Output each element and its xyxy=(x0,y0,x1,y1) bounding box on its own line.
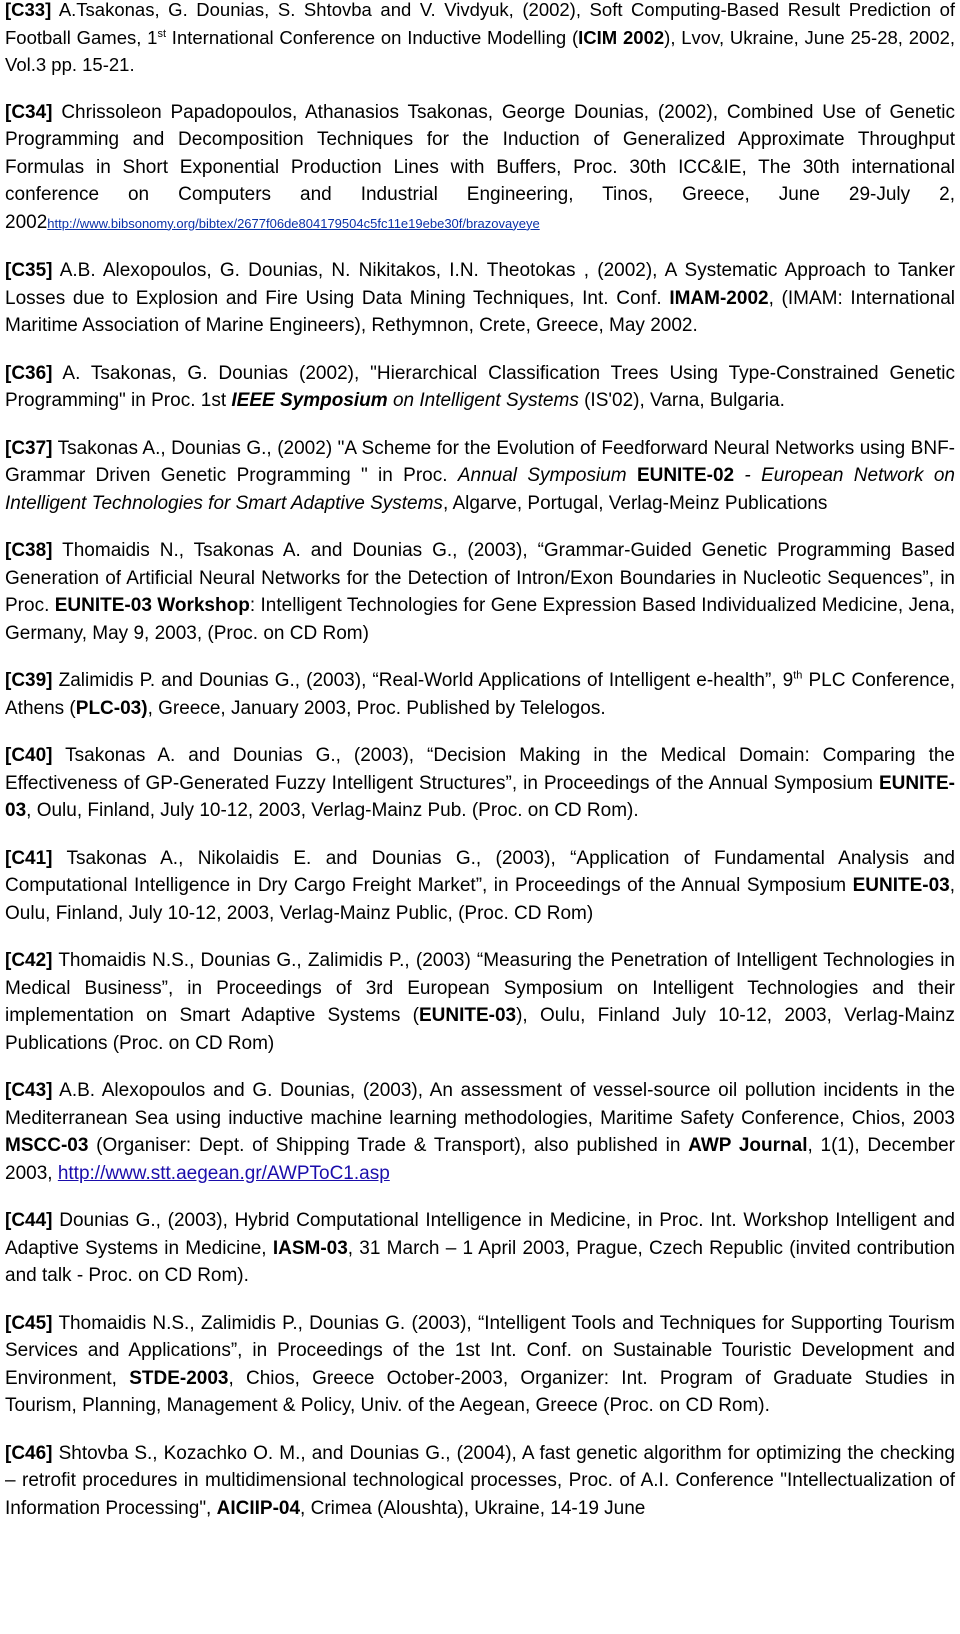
reference-text: : Intelligent Technologies for Gene Expression Based Individualized Medicine, Jena, Germany, May 9, 2003, (Proc. on CD Rom) xyxy=(5,595,955,644)
reference-label: [C41] xyxy=(5,847,53,869)
reference-text: Thomaidis N.S., Dounias G., Zalimidis P., (2003) “Measuring the Penetration of Intelligent Technologies in Medical Business”, in Proceedings of 3rd European Symposium on Intelligent Technologies and their implementation on Smart Adaptive Systems ( xyxy=(5,950,955,1026)
reference-text: Shtovba S., Kozachko O. M., and Dounias G., (2004), A fast genetic algorithm for optimizing the checking – retrofit procedures in multidimensional technological processes, Proc. of A.I. Conference "Intellectualization of Information Processing", xyxy=(5,1442,955,1519)
reference-entry-c46 xyxy=(5,1440,955,1523)
reference-text: , Greece, January 2003, Proc. Published by Telelogos. xyxy=(147,697,606,719)
reference-label: [C33] xyxy=(5,0,52,20)
reference-entry-c44 xyxy=(5,1207,955,1290)
conference-acronym: EUNITE-03 xyxy=(852,875,950,896)
reference-text: ), Oulu, Finland July 10-12, 2003, Verlag-Mainz Publications (Proc. on CD Rom) xyxy=(5,1005,955,1054)
conference-acronym: AICIIP-04 xyxy=(216,1497,301,1519)
reference-text: (Organiser: Dept. of Shipping Trade & Transport), also published in xyxy=(88,1135,689,1156)
reference-entry-c37 xyxy=(5,435,955,518)
reference-entry-c40 xyxy=(5,742,955,825)
reference-entry-c42 xyxy=(5,947,955,1057)
reference-text: , (IMAM: International Maritime Association of Marine Engineers), Rethymnon, Crete, Greece, May 2002. xyxy=(5,287,956,336)
reference-entry-c45 xyxy=(5,1310,955,1420)
reference-label: [C38] xyxy=(5,540,53,561)
conference-acronym: EUNITE-03 xyxy=(418,1005,517,1026)
conference-acronym: IASM-03 xyxy=(272,1237,348,1259)
reference-text: A.Tsakonas, G. Dounias, S. Shtovba and V. Vivdyuk, (2002), Soft Computing-Based Result Prediction of Football Games, 1 xyxy=(5,0,955,48)
reference-text: , 1(1), December 2003, xyxy=(5,1135,955,1184)
reference-label: [C40] xyxy=(5,745,53,766)
reference-label: [C37] xyxy=(5,437,53,459)
reference-entry-c39 xyxy=(5,667,955,722)
conference-acronym: EUNITE-02 xyxy=(626,465,735,486)
reference-entry-c38 xyxy=(5,537,955,647)
reference-text: , Oulu, Finland, July 10-12, 2003, Verlag-Mainz Public, (Proc. CD Rom) xyxy=(5,875,955,924)
reference-text: (IS'02), Varna, Bulgaria. xyxy=(578,390,785,411)
reference-text: International Conference on Inductive Modelling ( xyxy=(166,26,579,48)
reference-entry-c43 xyxy=(5,1077,955,1187)
reference-text: A.B. Alexopoulos, G. Dounias, N. Nikitakos, I.N. Theotokas , (2002), A Systematic Approach to Tanker Losses due to Explosion and Fire Using Data Mining Techniques, Int. Conf. xyxy=(5,260,955,309)
journal-name: AWP Journal xyxy=(688,1135,808,1156)
reference-text: Thomaidis N., Tsakonas A. and Dounias G., (2003), “Grammar-Guided Genetic Programming Based Generation of Artificial Neural Networks for the Detection of Intron/Exon Boundaries in Nucleotic Sequences”, in Proc. xyxy=(5,540,955,616)
reference-text: PLC Conference, Athens ( xyxy=(5,670,956,719)
conference-acronym: EUNITE-03 Workshop xyxy=(54,595,250,616)
reference-text: A.B. Alexopoulos and G. Dounias, (2003), An assessment of vessel-source oil pollution incidents in the Mediterranean Sea using inductive machine learning methodologies, Maritime Safety Conference, Chios, 2003 xyxy=(5,1080,955,1129)
reference-text: , 31 March – 1 April 2003, Prague, Czech Republic (invited contribution and talk - Proc. on CD Rom). xyxy=(5,1237,955,1286)
reference-text: Chrissoleon Papadopoulos, Athanasios Tsakonas, George Dounias, (2002), Combined Use of Genetic Programming and Decomposition Techniques for the Induction of Generalized Approximate Throughput Formulas in Short Exponential Production Lines with Buffers, Proc. 30th ICC&IE, The 30th international conference on Computers and Industrial Engineering, Tinos, Greece, June 29-July 2, 2002 xyxy=(5,101,955,233)
conference-acronym: IMAM-2002 xyxy=(669,287,769,309)
reference-text: Dounias G., (2003), Hybrid Computational Intelligence in Medicine, in Proc. Int. Workshop Intelligent and Adaptive Systems in Medicine, xyxy=(5,1210,955,1259)
reference-entry-c33 xyxy=(5,0,955,79)
reference-entry-c35 xyxy=(5,257,955,340)
bibsonomy-link[interactable]: http://www.bibsonomy.org/bibtex/2677f06de804179504c5fc11e19ebe30f/brazovayeye xyxy=(47,215,540,231)
conference-acronym: EUNITE-03 xyxy=(5,772,955,821)
reference-label: [C36] xyxy=(5,362,53,384)
venue-name: Annual Symposium xyxy=(457,465,627,486)
superscript: st xyxy=(157,27,167,40)
reference-label: [C35] xyxy=(5,260,53,281)
reference-text: ), Lvov, Ukraine, June 25-28, 2002, Vol.3 pp. 15-21. xyxy=(5,26,955,75)
reference-text: Thomaidis N.S., Zalimidis P., Dounias G. (2003), “Intelligent Tools and Techniques for Supporting Tourism Services and Applications”, in Proceedings of the 1st Int. Conf. on Sustainable Touristic Development and Environment, xyxy=(5,1312,955,1389)
reference-text: , Oulu, Finland, July 10-12, 2003, Verlag-Mainz Pub. (Proc. on CD Rom). xyxy=(26,800,639,821)
superscript: th xyxy=(793,669,803,682)
reference-text: Tsakonas A., Dounias G., (2002) "A Scheme for the Evolution of Feedforward Neural Networks using BNF-Grammar Driven Genetic Programming " in Proc. xyxy=(5,437,955,486)
reference-label: [C39] xyxy=(5,670,53,691)
reference-text: , Algarve, Portugal, Verlag-Meinz Publications xyxy=(442,492,828,514)
reference-text: Tsakonas A., Nikolaidis E. and Dounias G., (2003), “Application of Fundamental Analysis and Computational Intelligence in Dry Cargo Freight Market”, in Proceedings of the Annual Symposium xyxy=(5,847,955,896)
reference-entry-c34 xyxy=(5,99,955,238)
reference-entry-c41 xyxy=(5,845,955,928)
reference-label: [C34] xyxy=(5,101,53,123)
reference-label: [C43] xyxy=(5,1080,53,1101)
conference-acronym: ICIM 2002 xyxy=(578,26,665,48)
reference-entry-c36 xyxy=(5,360,955,415)
awp-journal-link[interactable]: http://www.stt.aegean.gr/AWPToC1.asp xyxy=(57,1162,390,1184)
reference-label: [C45] xyxy=(5,1312,53,1334)
reference-text: Tsakonas A. and Dounias G., (2003), “Decision Making in the Medical Domain: Comparing the Effectiveness of GP-Generated Fuzzy Intelligent Structures”, in Proceedings of the Annual Symposium xyxy=(5,745,955,794)
reference-text: , Crimea (Aloushta), Ukraine, 14-19 June xyxy=(300,1497,646,1519)
conference-acronym: PLC-03) xyxy=(75,697,148,719)
reference-label: [C42] xyxy=(5,950,53,971)
venue-emphasis: IEEE Symposium xyxy=(231,390,388,411)
reference-text: , Chios, Greece October-2003, Organizer: Int. Program of Graduate Studies in Tourism, Planning, Management & Policy, Univ. of the Aegean, Greece (Proc. on CD Rom). xyxy=(5,1367,955,1416)
reference-label: [C44] xyxy=(5,1210,53,1231)
reference-text: Zalimidis P. and Dounias G., (2003), “Real-World Applications of Intelligent e-health”, 9 xyxy=(52,670,794,691)
reference-label: [C46] xyxy=(5,1442,53,1464)
conference-acronym: STDE-2003 xyxy=(129,1367,229,1389)
venue-name: on Intelligent Systems xyxy=(387,390,579,411)
reference-text: A. Tsakonas, G. Dounias (2002), "Hierarchical Classification Trees Using Type-Constrained Genetic Programming" in Proc. 1st xyxy=(5,362,955,411)
conference-acronym: MSCC-03 xyxy=(5,1135,89,1156)
venue-name: - European Network on Intelligent Technologies for Smart Adaptive Systems xyxy=(5,465,955,514)
